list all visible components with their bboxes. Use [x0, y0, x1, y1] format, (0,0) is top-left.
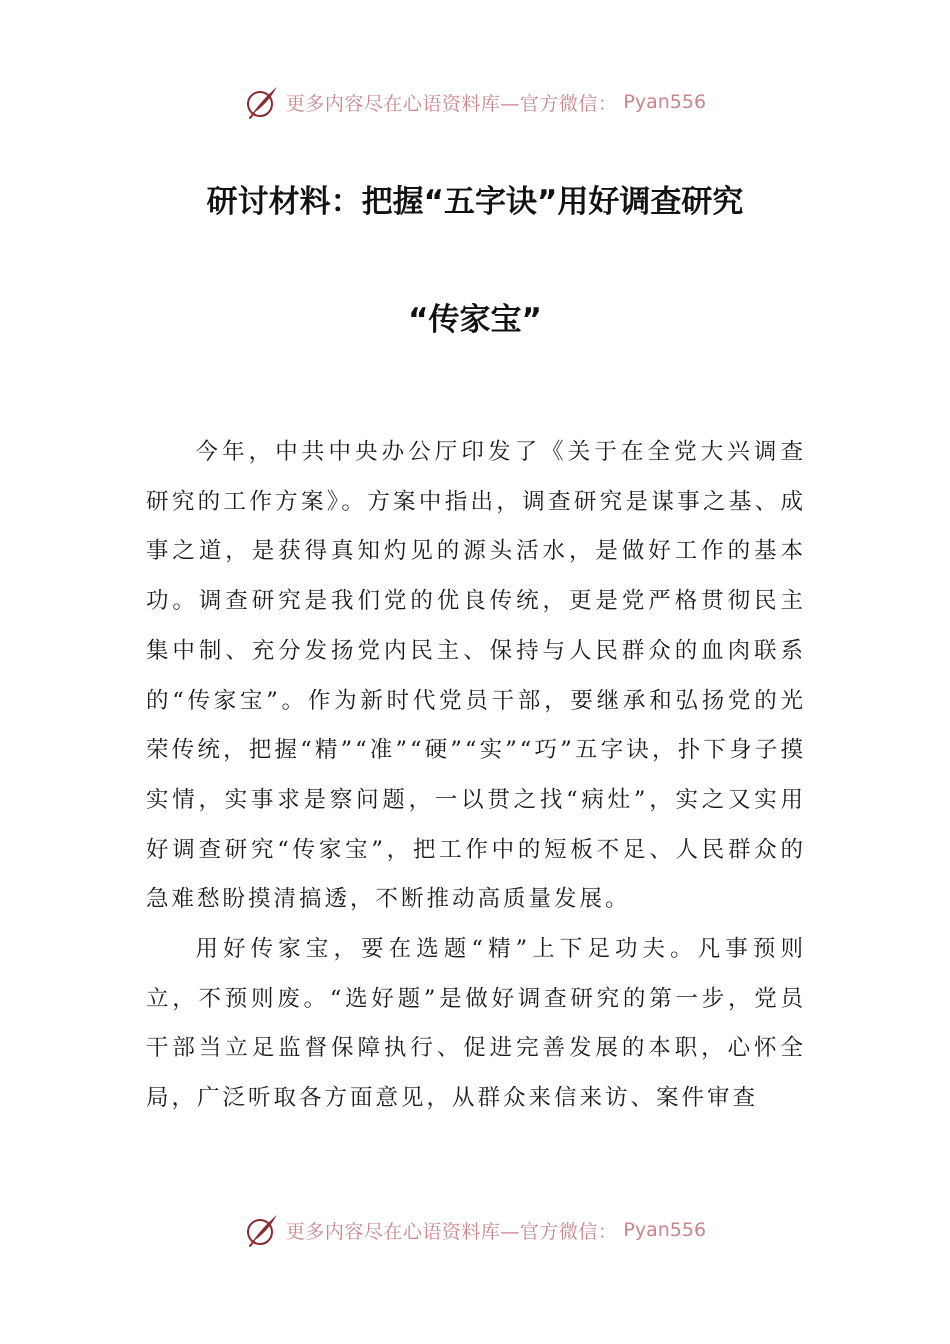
footer-banner	[0, 1208, 950, 1252]
paragraph-2: 用好传家宝，要在选题“精”上下足功夫。凡事预则立，不预则废。“选好题”是做好调查研究的第一步，党员干部当立足监督保障执行、促进完善发展的本职，心怀全局，广泛听取各方面意见，从群众来信来访、案件审查	[146, 936, 806, 1112]
document-title-line1: 研讨材料：把握“五字诀”用好调查研究	[206, 184, 744, 220]
banner-text: 更多内容尽在心语资料库—官方微信：	[285, 92, 618, 115]
banner-text: 更多内容尽在心语资料库—官方微信：	[285, 1220, 618, 1243]
paragraph-1: 今年，中共中央办公厅印发了《关于在全党大兴调查研究的工作方案》。方案中指出，调查研究是谋事之基、成事之道，是获得真知灼见的源头活水，是做好工作的基本功。调查研究是我们党的优良传统，更是党严格贯彻民主集中制、充分发扬党内民主、保持与人民群众的血肉联系的“传家宝”。作为新时代党员干部，要继承和弘扬党的光荣传统，把握“精”“准”“硬”“实”“巧”五字诀，扑下身子摸实情，实事求是察问题，一以贯之找“病灶”，实之又实用好调查研究“传家宝”，把工作中的短板不足、人民群众的急难愁盼摸清搞透，不断推动高质量发展。	[146, 439, 806, 913]
header-banner	[0, 80, 950, 124]
wechat-handle: Pyan556	[623, 91, 707, 113]
document-body	[146, 428, 806, 1168]
quill-logo-icon	[244, 84, 280, 120]
wechat-handle: Pyan556	[623, 1219, 707, 1241]
quill-logo-icon	[244, 1212, 280, 1248]
document-title-line2: “传家宝”	[408, 302, 542, 338]
